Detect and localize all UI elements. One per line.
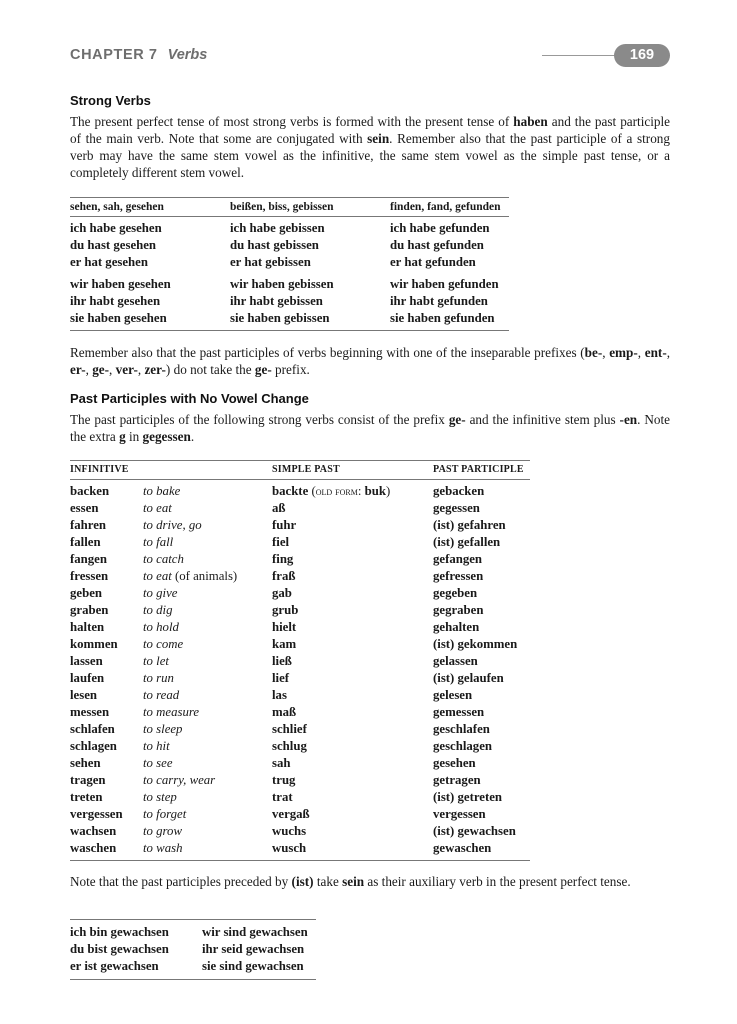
sein-cell: sie sind gewachsen [202, 959, 304, 973]
conjugation-cell: sie haben gebissen [230, 311, 330, 325]
meaning-cell [143, 517, 272, 534]
participle-cell: gesehen [433, 756, 476, 770]
simple-past-text: maß [272, 705, 297, 719]
sein-row [70, 920, 316, 942]
simple-past-text: ließ [272, 654, 292, 668]
infinitive-cell: graben [70, 603, 109, 617]
bold-term: haben [513, 114, 548, 129]
participle-cell: gemessen [433, 705, 485, 719]
section-title-strong-verbs: Strong Verbs [70, 93, 151, 108]
simple-past-text: aß [272, 501, 286, 515]
bold-term: ge- [254, 362, 272, 377]
meaning-cell [143, 653, 272, 670]
participle-cell: gefangen [433, 552, 483, 566]
participle-cell: gelesen [433, 688, 473, 702]
simple-past-cell [272, 670, 433, 687]
conjugation-cell: ihr habt gesehen [70, 294, 161, 308]
conjugation-cell: wir haben gesehen [70, 277, 171, 291]
no-vowel-change-intro [70, 411, 670, 445]
sein-row [70, 941, 316, 958]
meaning-text: to let [143, 654, 169, 668]
ist-note [70, 873, 670, 890]
verb-row [70, 772, 530, 789]
meaning-cell [143, 551, 272, 568]
simple-past-cell [272, 738, 433, 755]
simple-past-cell [272, 755, 433, 772]
meaning-cell [143, 500, 272, 517]
participle-cell: (ist) gekommen [433, 637, 518, 651]
section-title-no-vowel-change: Past Participles with No Vowel Change [70, 391, 309, 406]
meaning-cell [143, 704, 272, 721]
conjugation-cell: ich habe gesehen [70, 221, 162, 235]
verb-row [70, 619, 530, 636]
verb-row [70, 602, 530, 619]
meaning-text: to fall [143, 535, 174, 549]
text-run: The present perfect tense of most strong verbs is formed with the present tense of [70, 114, 514, 129]
conjugation-row [70, 237, 509, 254]
header-infinitive: INFINITIVE [70, 464, 129, 475]
simple-past-cell [272, 806, 433, 823]
meaning-text: to eat [143, 501, 172, 515]
text-run: . Remember also that the past participle of a strong verb may have the same stem vowel as the infinitive, the same stem vowel as the simple past tense, or a completely different stem vowel. [70, 131, 670, 180]
conjugation-cell: sie haben gesehen [70, 311, 167, 325]
conjugation-cell: er hat gesehen [70, 255, 148, 269]
old-form-value: buk [364, 484, 386, 498]
conjugation-cell: ich habe gefunden [390, 221, 490, 235]
participle-cell: geschlafen [433, 722, 490, 736]
conjugation-cell: ich habe gebissen [230, 221, 325, 235]
simple-past-text: sah [272, 756, 291, 770]
participle-cell: gegeben [433, 586, 478, 600]
conjugation-cell: wir haben gefunden [390, 277, 499, 291]
infinitive-cell: fressen [70, 569, 109, 583]
simple-past-text: lief [272, 671, 290, 685]
meaning-text: to dig [143, 603, 173, 617]
meaning-text: to bake [143, 484, 181, 498]
bold-term: (ist) [291, 874, 314, 889]
conjugation-cell: ihr habt gefunden [390, 294, 488, 308]
meaning-text: to carry, wear [143, 773, 216, 787]
participle-cell: (ist) gefallen [433, 535, 501, 549]
prefix-note [70, 344, 670, 378]
simple-past-cell [272, 568, 433, 585]
verb-row [70, 789, 530, 806]
verb-row [70, 840, 530, 861]
conjugation-header-row [70, 198, 509, 217]
participle-cell: geschlagen [433, 739, 493, 753]
simple-past-cell [272, 551, 433, 568]
meaning-text: to forget [143, 807, 187, 821]
simple-past-cell [272, 823, 433, 840]
text-run: The past participles of the following strong verbs consist of the prefix [70, 412, 449, 427]
meaning-cell [143, 480, 272, 501]
bold-term: ge- [448, 412, 466, 427]
conjugation-table [70, 197, 509, 331]
infinitive-cell: messen [70, 705, 110, 719]
header-past-participle: PAST PARTICIPLE [433, 464, 524, 475]
text-run: prefix. [271, 362, 310, 377]
bold-term: be- [584, 345, 603, 360]
meaning-cell [143, 840, 272, 861]
meaning-cell [143, 755, 272, 772]
verb-row [70, 721, 530, 738]
meaning-text: to hit [143, 739, 170, 753]
simple-past-text: schlief [272, 722, 307, 736]
verb-table-header-row [70, 461, 530, 480]
meaning-text: to hold [143, 620, 179, 634]
verb-row [70, 551, 530, 568]
simple-past-cell [272, 585, 433, 602]
simple-past-cell [272, 687, 433, 704]
verb-row [70, 704, 530, 721]
infinitive-cell: sehen [70, 756, 101, 770]
simple-past-text: schlug [272, 739, 307, 753]
participle-cell: gewaschen [433, 841, 492, 855]
verb-row [70, 755, 530, 772]
meaning-text: to run [143, 671, 174, 685]
simple-past-cell [272, 619, 433, 636]
strong-verbs-intro [70, 113, 670, 181]
sein-table-body [70, 920, 316, 980]
meaning-cell [143, 568, 272, 585]
simple-past-cell [272, 772, 433, 789]
verb-row [70, 823, 530, 840]
simple-past-cell: backte (old form: buk) [272, 484, 391, 498]
simple-past-cell [272, 602, 433, 619]
conjugation-row [70, 254, 509, 271]
bold-term: sein [367, 131, 390, 146]
text-run: , [137, 362, 145, 377]
infinitive-cell: laufen [70, 671, 105, 685]
infinitive-cell: wachsen [70, 824, 117, 838]
text-run: Note that the past participles preceded by [70, 874, 292, 889]
meaning-text: to eat [143, 569, 172, 583]
conjugation-cell: wir haben gebissen [230, 277, 334, 291]
participle-cell: vergessen [433, 807, 486, 821]
simple-past-text: fiel [272, 535, 290, 549]
simple-past-cell [272, 704, 433, 721]
infinitive-cell: tragen [70, 773, 106, 787]
simple-past-cell [272, 789, 433, 806]
participle-cell: gefressen [433, 569, 484, 583]
conjugation-cell: sie haben gefunden [390, 311, 495, 325]
infinitive-cell: fahren [70, 518, 107, 532]
verb-row [70, 568, 530, 585]
verb-row [70, 517, 530, 534]
infinitive-cell: fallen [70, 535, 101, 549]
text-run: in [125, 429, 143, 444]
simple-past-text: las [272, 688, 287, 702]
simple-past-cell [272, 721, 433, 738]
conjugation-row [70, 217, 509, 238]
text-run: Remember also that the past participles of verbs beginning with one of the inseparable prefixes ( [70, 345, 585, 360]
simple-past-text: trug [272, 773, 296, 787]
participle-cell: (ist) gewachsen [433, 824, 516, 838]
meaning-text: to give [143, 586, 178, 600]
bold-term: er- [70, 362, 86, 377]
verb-row [70, 738, 530, 755]
infinitive-cell: lesen [70, 688, 98, 702]
bold-term: g [119, 429, 126, 444]
infinitive-cell: backen [70, 484, 110, 498]
conjugation-cell: er hat gefunden [390, 255, 476, 269]
simple-past-text: fraß [272, 569, 296, 583]
chapter-header [70, 47, 207, 63]
meaning-cell [143, 823, 272, 840]
verb-row [70, 585, 530, 602]
sein-cell: ihr seid gewachsen [202, 942, 305, 956]
participle-cell: getragen [433, 773, 481, 787]
sein-cell: du bist gewachsen [70, 942, 169, 956]
header-simple-past: SIMPLE PAST [272, 464, 340, 475]
meaning-cell [143, 534, 272, 551]
infinitive-cell: fangen [70, 552, 107, 566]
chapter-label: CHAPTER 7 [70, 47, 158, 63]
sein-row [70, 958, 316, 980]
simple-past-text: vergaß [272, 807, 310, 821]
simple-past-text: backte [272, 484, 309, 498]
simple-past-cell [272, 840, 433, 861]
bold-term: sein [342, 874, 365, 889]
conjugation-row [70, 310, 509, 331]
meaning-text: to come [143, 637, 184, 651]
meaning-cell [143, 585, 272, 602]
verb-row [70, 500, 530, 517]
meaning-cell [143, 738, 272, 755]
verb-table-body [70, 480, 530, 861]
verb-row [70, 480, 530, 501]
conjugation-cell: du hast gesehen [70, 238, 157, 252]
infinitive-cell: kommen [70, 637, 118, 651]
participle-cell: gelassen [433, 654, 478, 668]
sein-table [70, 919, 316, 980]
sein-cell: ich bin gewachsen [70, 925, 169, 939]
text-run: take [313, 874, 343, 889]
chapter-title: Verbs [167, 47, 208, 63]
text-run: ) do not take the [165, 362, 255, 377]
conjugation-cell: er hat gebissen [230, 255, 311, 269]
infinitive-cell: waschen [70, 841, 117, 855]
simple-past-cell [272, 653, 433, 670]
sein-cell: wir sind gewachsen [202, 925, 308, 939]
simple-past-text: fuhr [272, 518, 297, 532]
conjugation-row [70, 293, 509, 310]
participle-cell: gebacken [433, 484, 485, 498]
simple-past-text: fing [272, 552, 294, 566]
bold-term: ver- [115, 362, 138, 377]
text-run: and the infinitive stem plus [465, 412, 620, 427]
verb-row [70, 534, 530, 551]
simple-past-text: wuchs [272, 824, 307, 838]
infinitive-cell: essen [70, 501, 99, 515]
page-number: 169 [614, 44, 670, 67]
meaning-cell [143, 602, 272, 619]
conjugation-body [70, 217, 509, 331]
meaning-cell [143, 721, 272, 738]
meaning-cell [143, 670, 272, 687]
meaning-cell [143, 789, 272, 806]
verb-table [70, 460, 530, 861]
bold-term: zer- [144, 362, 166, 377]
verb-row [70, 806, 530, 823]
verb-row [70, 687, 530, 704]
meaning-text: to sleep [143, 722, 183, 736]
simple-past-cell [272, 517, 433, 534]
meaning-text: to step [143, 790, 177, 804]
participle-cell: (ist) gelaufen [433, 671, 504, 685]
meaning-text: to wash [143, 841, 183, 855]
meaning-text: to drive, go [143, 518, 202, 532]
simple-past-cell [272, 500, 433, 517]
participle-cell: gehalten [433, 620, 480, 634]
participle-cell: gegessen [433, 501, 480, 515]
bold-term: gegessen [142, 429, 191, 444]
meaning-extra: (of animals) [175, 569, 238, 583]
verb-row [70, 636, 530, 653]
verb-row [70, 670, 530, 687]
conjugation-cell: du hast gebissen [230, 238, 319, 252]
bold-term: ent- [644, 345, 667, 360]
text-run: , [637, 345, 645, 360]
meaning-cell [143, 687, 272, 704]
bold-term: ge- [92, 362, 110, 377]
meaning-text: to read [143, 688, 180, 702]
text-run: , [666, 345, 671, 360]
simple-past-cell [272, 636, 433, 653]
conjugation-header: finden, fand, gefunden [390, 201, 501, 213]
simple-past-text: gab [272, 586, 292, 600]
conjugation-header: sehen, sah, gesehen [70, 201, 164, 213]
text-run: and the past participle of the main verb. Note that some are conjugated with [70, 114, 670, 146]
conjugation-cell: du hast gefunden [390, 238, 484, 252]
infinitive-cell: vergessen [70, 807, 123, 821]
simple-past-text: wusch [272, 841, 307, 855]
text-run: , [602, 345, 610, 360]
text-run: , [109, 362, 116, 377]
meaning-text: to grow [143, 824, 182, 838]
meaning-text: to see [143, 756, 173, 770]
meaning-cell [143, 806, 272, 823]
sein-cell: er ist gewachsen [70, 959, 159, 973]
conjugation-cell: ihr habt gebissen [230, 294, 323, 308]
infinitive-cell: geben [70, 586, 102, 600]
meaning-cell [143, 772, 272, 789]
meaning-text: to catch [143, 552, 184, 566]
simple-past-text: grub [272, 603, 299, 617]
bold-term: emp- [609, 345, 638, 360]
participle-cell: (ist) gefahren [433, 518, 506, 532]
text-run: , [85, 362, 93, 377]
text-run: . [190, 429, 195, 444]
conjugation-header: beißen, biss, gebissen [230, 201, 334, 213]
bold-term: -en [619, 412, 638, 427]
simple-past-text: hielt [272, 620, 297, 634]
conjugation-row [70, 276, 509, 293]
verb-row [70, 653, 530, 670]
infinitive-cell: schlafen [70, 722, 115, 736]
text-run: . Note the extra [70, 412, 670, 444]
participle-cell: gegraben [433, 603, 484, 617]
infinitive-cell: halten [70, 620, 105, 634]
participle-cell: (ist) getreten [433, 790, 503, 804]
infinitive-cell: lassen [70, 654, 103, 668]
simple-past-text: kam [272, 637, 297, 651]
infinitive-cell: treten [70, 790, 103, 804]
meaning-cell [143, 619, 272, 636]
simple-past-text: trat [272, 790, 293, 804]
text-run: as their auxiliary verb in the present perfect tense. [364, 874, 631, 889]
simple-past-cell [272, 534, 433, 551]
old-form-label: old form [315, 484, 358, 498]
meaning-text: to measure [143, 705, 200, 719]
infinitive-cell: schlagen [70, 739, 117, 753]
meaning-cell [143, 636, 272, 653]
